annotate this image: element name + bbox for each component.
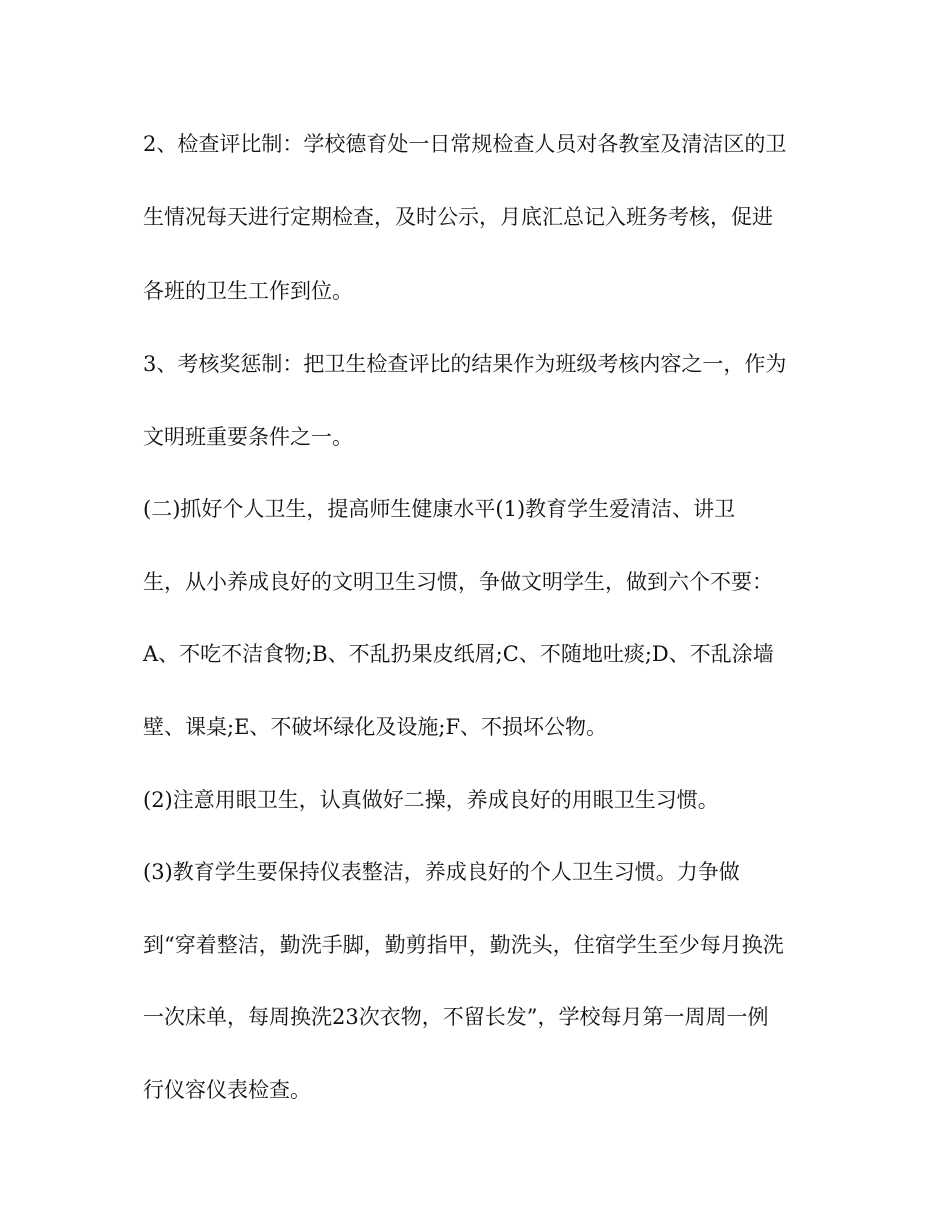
text-line-12: 到“穿着整洁，勤洗手脚，勤剪指甲，勤洗头，住宿学生至少每月换洗: [143, 933, 784, 957]
text-line-4: 3、考核奖惩制：把卫生检查评比的结果作为班级考核内容之一，作为: [143, 352, 787, 376]
text-line-3: 各班的卫生工作到位。: [143, 279, 353, 303]
text-line-10: (2)注意用眼卫生，认真做好二操，养成良好的用眼卫生习惯。: [143, 788, 719, 812]
text-line-9: 壁、课桌;E、不破坏绿化及设施;F、不损坏公物。: [143, 715, 608, 739]
text-line-6: (二)抓好个人卫生，提高师生健康水平(1)教育学生爱清洁、讲卫: [143, 497, 736, 521]
text-line-1: 2、检查评比制：学校德育处一日常规检查人员对各教室及清洁区的卫: [143, 132, 787, 156]
text-line-13: 一次床单，每周换洗23次衣物，不留长发”，学校每月第一周周一例: [143, 1005, 769, 1029]
text-line-8: A、不吃不洁食物;B、不乱扔果皮纸屑;C、不随地吐痰;D、不乱涂墙: [143, 642, 774, 666]
text-line-14: 行仪容仪表检查。: [143, 1078, 311, 1102]
text-line-2: 生情况每天进行定期检查，及时公示，月底汇总记入班务考核，促进: [143, 205, 773, 229]
text-line-11: (3)教育学生要保持仪表整洁，养成良好的个人卫生习惯。力争做: [143, 860, 740, 884]
text-line-7: 生，从小养成良好的文明卫生习惯，争做文明学生，做到六个不要：: [143, 570, 773, 594]
text-line-5: 文明班重要条件之一。: [143, 425, 353, 449]
